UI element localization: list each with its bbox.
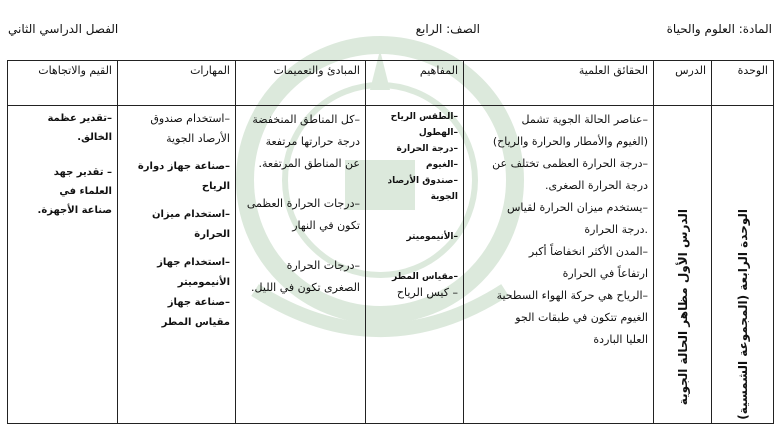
fact-line: العليا الباردة <box>593 333 648 346</box>
col-skills: المهارات <box>118 61 236 106</box>
principle-line: –درجات الحرارة العظمى <box>246 197 360 210</box>
subject-label: المادة: العلوم والحياة <box>666 22 772 36</box>
fact-line: –يستخدم ميزان الحرارة لقياس <box>506 201 648 214</box>
principle-line: الصغرى تكون في الليل. <box>251 281 360 294</box>
fact-line: (الغيوم والأمطار والحرارة والرياح) <box>492 135 648 148</box>
principles-cell <box>236 106 366 424</box>
col-principles: المبادئ والتعميمات <box>236 61 366 106</box>
concept-line: –الطقس الرياح <box>390 112 458 122</box>
skill-line: –استخدام ميزان <box>151 209 230 220</box>
concepts-cell <box>366 106 464 424</box>
fact-line: –المدن الأكثر انخفاضاً أكبر <box>528 245 648 258</box>
concept-line: – كيس الرياح <box>396 286 458 299</box>
term-label: الفصل الدراسي الثاني <box>8 22 119 36</box>
principle-line: –درجات الحرارة <box>286 259 360 272</box>
col-lesson: الدرس <box>654 61 712 106</box>
value-line: صناعة الأجهزة. <box>37 205 112 216</box>
header-row <box>8 61 774 106</box>
concept-line: الجوية <box>430 192 458 202</box>
page-header <box>0 8 780 48</box>
table-row <box>8 106 774 424</box>
unit-cell <box>712 106 774 424</box>
grade-label: الصف: الرابع <box>415 22 480 36</box>
fact-line: .درجة الحرارة <box>584 223 648 236</box>
concept-line: –الهطول <box>418 128 458 138</box>
lesson-text: الدرس الأول مظاهر الحالة الجوية <box>675 209 690 406</box>
skill-line: –صناعة جهاز <box>167 297 230 308</box>
skill-line: الأنيموميتر <box>177 277 230 288</box>
skill-line: مقياس المطر <box>161 317 230 328</box>
unit-text: الوحدة الرابعة (المجموعة الشمسية) <box>735 209 750 420</box>
concept-line: –الغيوم <box>426 160 458 170</box>
skill-line: –صناعة جهاز دوارة <box>137 161 230 172</box>
fact-line: الغيوم تتكون في طبقات الجو <box>515 311 648 324</box>
principle-line: تكون في النهار <box>292 219 360 232</box>
col-values: القيم والاتجاهات <box>8 61 118 106</box>
value-line: –تقدير عظمة <box>47 113 112 124</box>
value-line: – تقدير جهد <box>53 167 112 178</box>
principle-line: عن المناطق المرتفعة. <box>258 157 360 170</box>
skills-cell <box>118 106 236 424</box>
lesson-plan-table <box>7 60 774 424</box>
skill-line: الأرصاد الجوية <box>166 132 230 145</box>
values-cell <box>8 106 118 424</box>
lesson-cell <box>654 106 712 424</box>
skill-line: –استخدام جهاز <box>157 257 230 268</box>
fact-line: درجة الحرارة الصغرى. <box>544 179 648 192</box>
skill-line: الحرارة <box>194 229 230 240</box>
facts-cell <box>464 106 654 424</box>
fact-line: –درجة الحرارة العظمى تختلف عن <box>492 157 648 170</box>
col-concepts: المفاهيم <box>366 61 464 106</box>
col-facts: الحقائق العلمية <box>464 61 654 106</box>
concept-line: –مقياس المطر <box>391 272 458 282</box>
skill-line: الرياح <box>201 181 230 192</box>
principle-line: درجة حرارتها مرتفعة <box>265 135 360 148</box>
fact-line: ارتفاعاً في الحرارة <box>562 267 648 280</box>
fact-line: –عناصر الحالة الجوية تشمل <box>521 113 648 126</box>
concept-line: –صندوق الأرصاد <box>387 176 458 186</box>
fact-line: –الرياح هي حركة الهواء السطحية <box>496 289 648 302</box>
principle-line: –كل المناطق المنخفضة <box>252 113 360 126</box>
value-line: الخالق. <box>77 132 112 143</box>
concept-line: –الأنيموميتر <box>406 232 458 242</box>
col-unit: الوحدة <box>712 61 774 106</box>
value-line: العلماء في <box>59 186 112 197</box>
concept-line: –درجة الحرارة <box>396 144 458 154</box>
skill-line: –استخدام صندوق <box>150 112 230 125</box>
